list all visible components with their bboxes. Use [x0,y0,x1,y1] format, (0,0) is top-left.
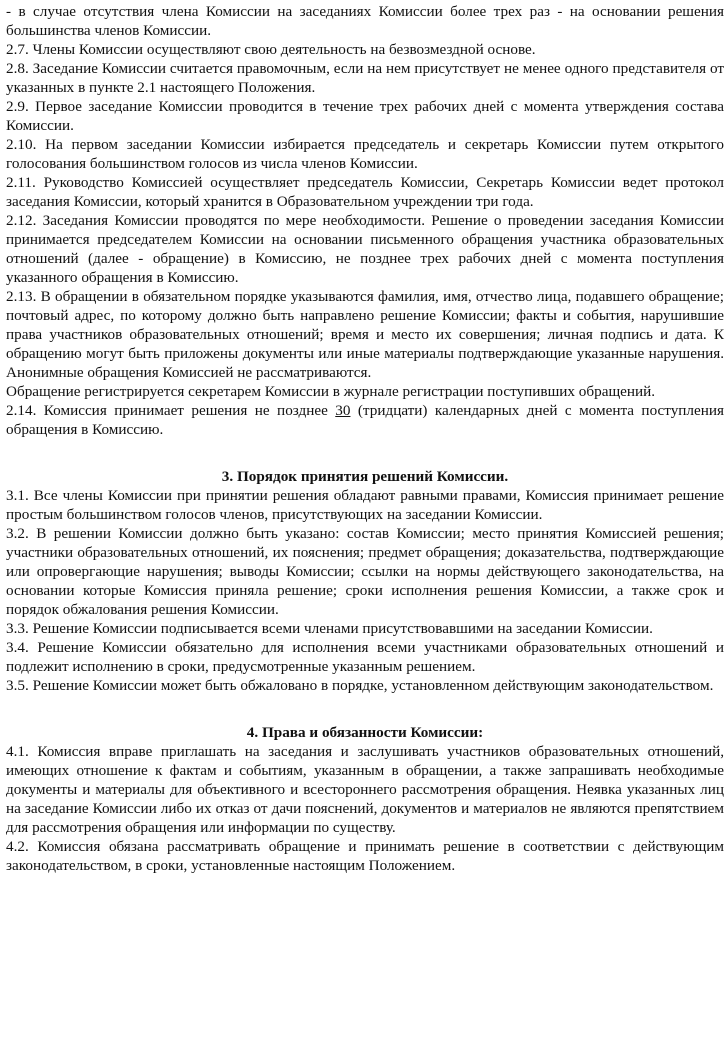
paragraph-2-12: 2.12. Заседания Комиссии проводятся по мере необходимости. Решение о проведении заседания Комиссии принимается председателем Комиссии на основании письменного обращения участника образовательных отношений (далее - обращение) в Комиссию, не позднее трех рабочих дней с момента поступления указанного обращения в Комиссию. [6,212,724,286]
document-page [6,2,724,875]
paragraph-2-14-days: 30 [335,402,351,419]
paragraph-3-1: 3.1. Все члены Комиссии при принятии решения обладают равными правами, Комиссия принимает решение простым большинством голосов членов, присутствующих на заседании Комиссии. [6,487,724,523]
paragraph-2-10: 2.10. На первом заседании Комиссии избирается председатель и секретарь Комиссии путем открытого голосования большинством голосов из числа членов Комиссии. [6,136,724,172]
paragraph-3-2: 3.2. В решении Комиссии должно быть указано: состав Комиссии; место принятия Комиссией решения; участники образовательных отношений, их пояснения; предмет обращения; доказательства, подтверждающие или опровергающие нарушения; выводы Комиссии; ссылки на нормы действующего законодательства, на основании которые Комиссия приняла решение; сроки исполнения решения Комиссии, а также срок и порядок обжалования решения Комиссии. [6,525,724,618]
section-3-heading: 3. Порядок принятия решений Комиссии. [221,468,509,485]
paragraph-2-14 [6,401,724,439]
section-spacer [6,439,724,467]
paragraph-2-14-start: 2.14. Комиссия принимает решения не позднее [6,402,336,419]
paragraph-3-5: 3.5. Решение Комиссии может быть обжаловано в порядке, установленном действующим законодательством. [6,677,714,694]
paragraph-2-14-end: (тридцати) календарных дней с момента поступления обращения в Комиссию. [6,402,724,438]
paragraph-4-2: 4.2. Комиссия обязана рассматривать обращение и принимать решение в соответствии с действующим законодательством, в сроки, установленные настоящим Положением. [6,838,724,874]
paragraph-intro: - в случае отсутствия члена Комиссии на заседаниях Комиссии более трех раз - на основании решения большинства членов Комиссии. [6,3,724,39]
section-spacer [6,695,724,723]
section-4-heading: 4. Права и обязанности Комиссии: [246,724,484,741]
paragraph-2-11: 2.11. Руководство Комиссией осуществляет председатель Комиссии, Секретарь Комиссии ведет протокол заседания Комиссии, который хранится в Образовательном учреждении три года. [6,174,724,210]
paragraph-2-8: 2.8. Заседание Комиссии считается правомочным, если на нем присутствует не менее одного представителя от указанных в пункте 2.1 настоящего Положения. [6,60,724,96]
paragraph-4-1: 4.1. Комиссия вправе приглашать на заседания и заслушивать участников образовательных отношений, имеющих отношение к фактам и событиям, указанным в обращении, а также запрашивать необходимые документы и материалы для объективного и всестороннего рассмотрения обращения. Неявка указанных лиц на заседание Комиссии либо их отказ от дачи пояснений, документов и материалов не являются препятствием для рассмотрения обращения или информации по существу. [6,743,724,836]
paragraph-2-7: 2.7. Члены Комиссии осуществляют свою деятельность на безвозмездной основе. [6,41,536,58]
paragraph-2-13-registration: Обращение регистрируется секретарем Комиссии в журнале регистрации поступивших обращений. [6,383,656,400]
paragraph-2-9: 2.9. Первое заседание Комиссии проводится в течение трех рабочих дней с момента утверждения состава Комиссии. [6,98,724,134]
paragraph-3-4: 3.4. Решение Комиссии обязательно для исполнения всеми участниками образовательных отношений и подлежит исполнению в сроки, предусмотренные указанным решением. [6,639,724,675]
paragraph-3-3: 3.3. Решение Комиссии подписывается всеми членами присутствовавшими на заседании Комиссии. [6,620,653,637]
paragraph-2-13: 2.13. В обращении в обязательном порядке указываются фамилия, имя, отчество лица, подавшего обращение; почтовый адрес, по которому должно быть направлено решение Комиссии; факты и события, нарушившие права участников образовательных отношений; время и место их совершения; личная подпись и дата. К обращению могут быть приложены документы или иные материалы подтверждающие указанные нарушения. Анонимные обращения Комиссией не рассматриваются. [6,288,724,381]
